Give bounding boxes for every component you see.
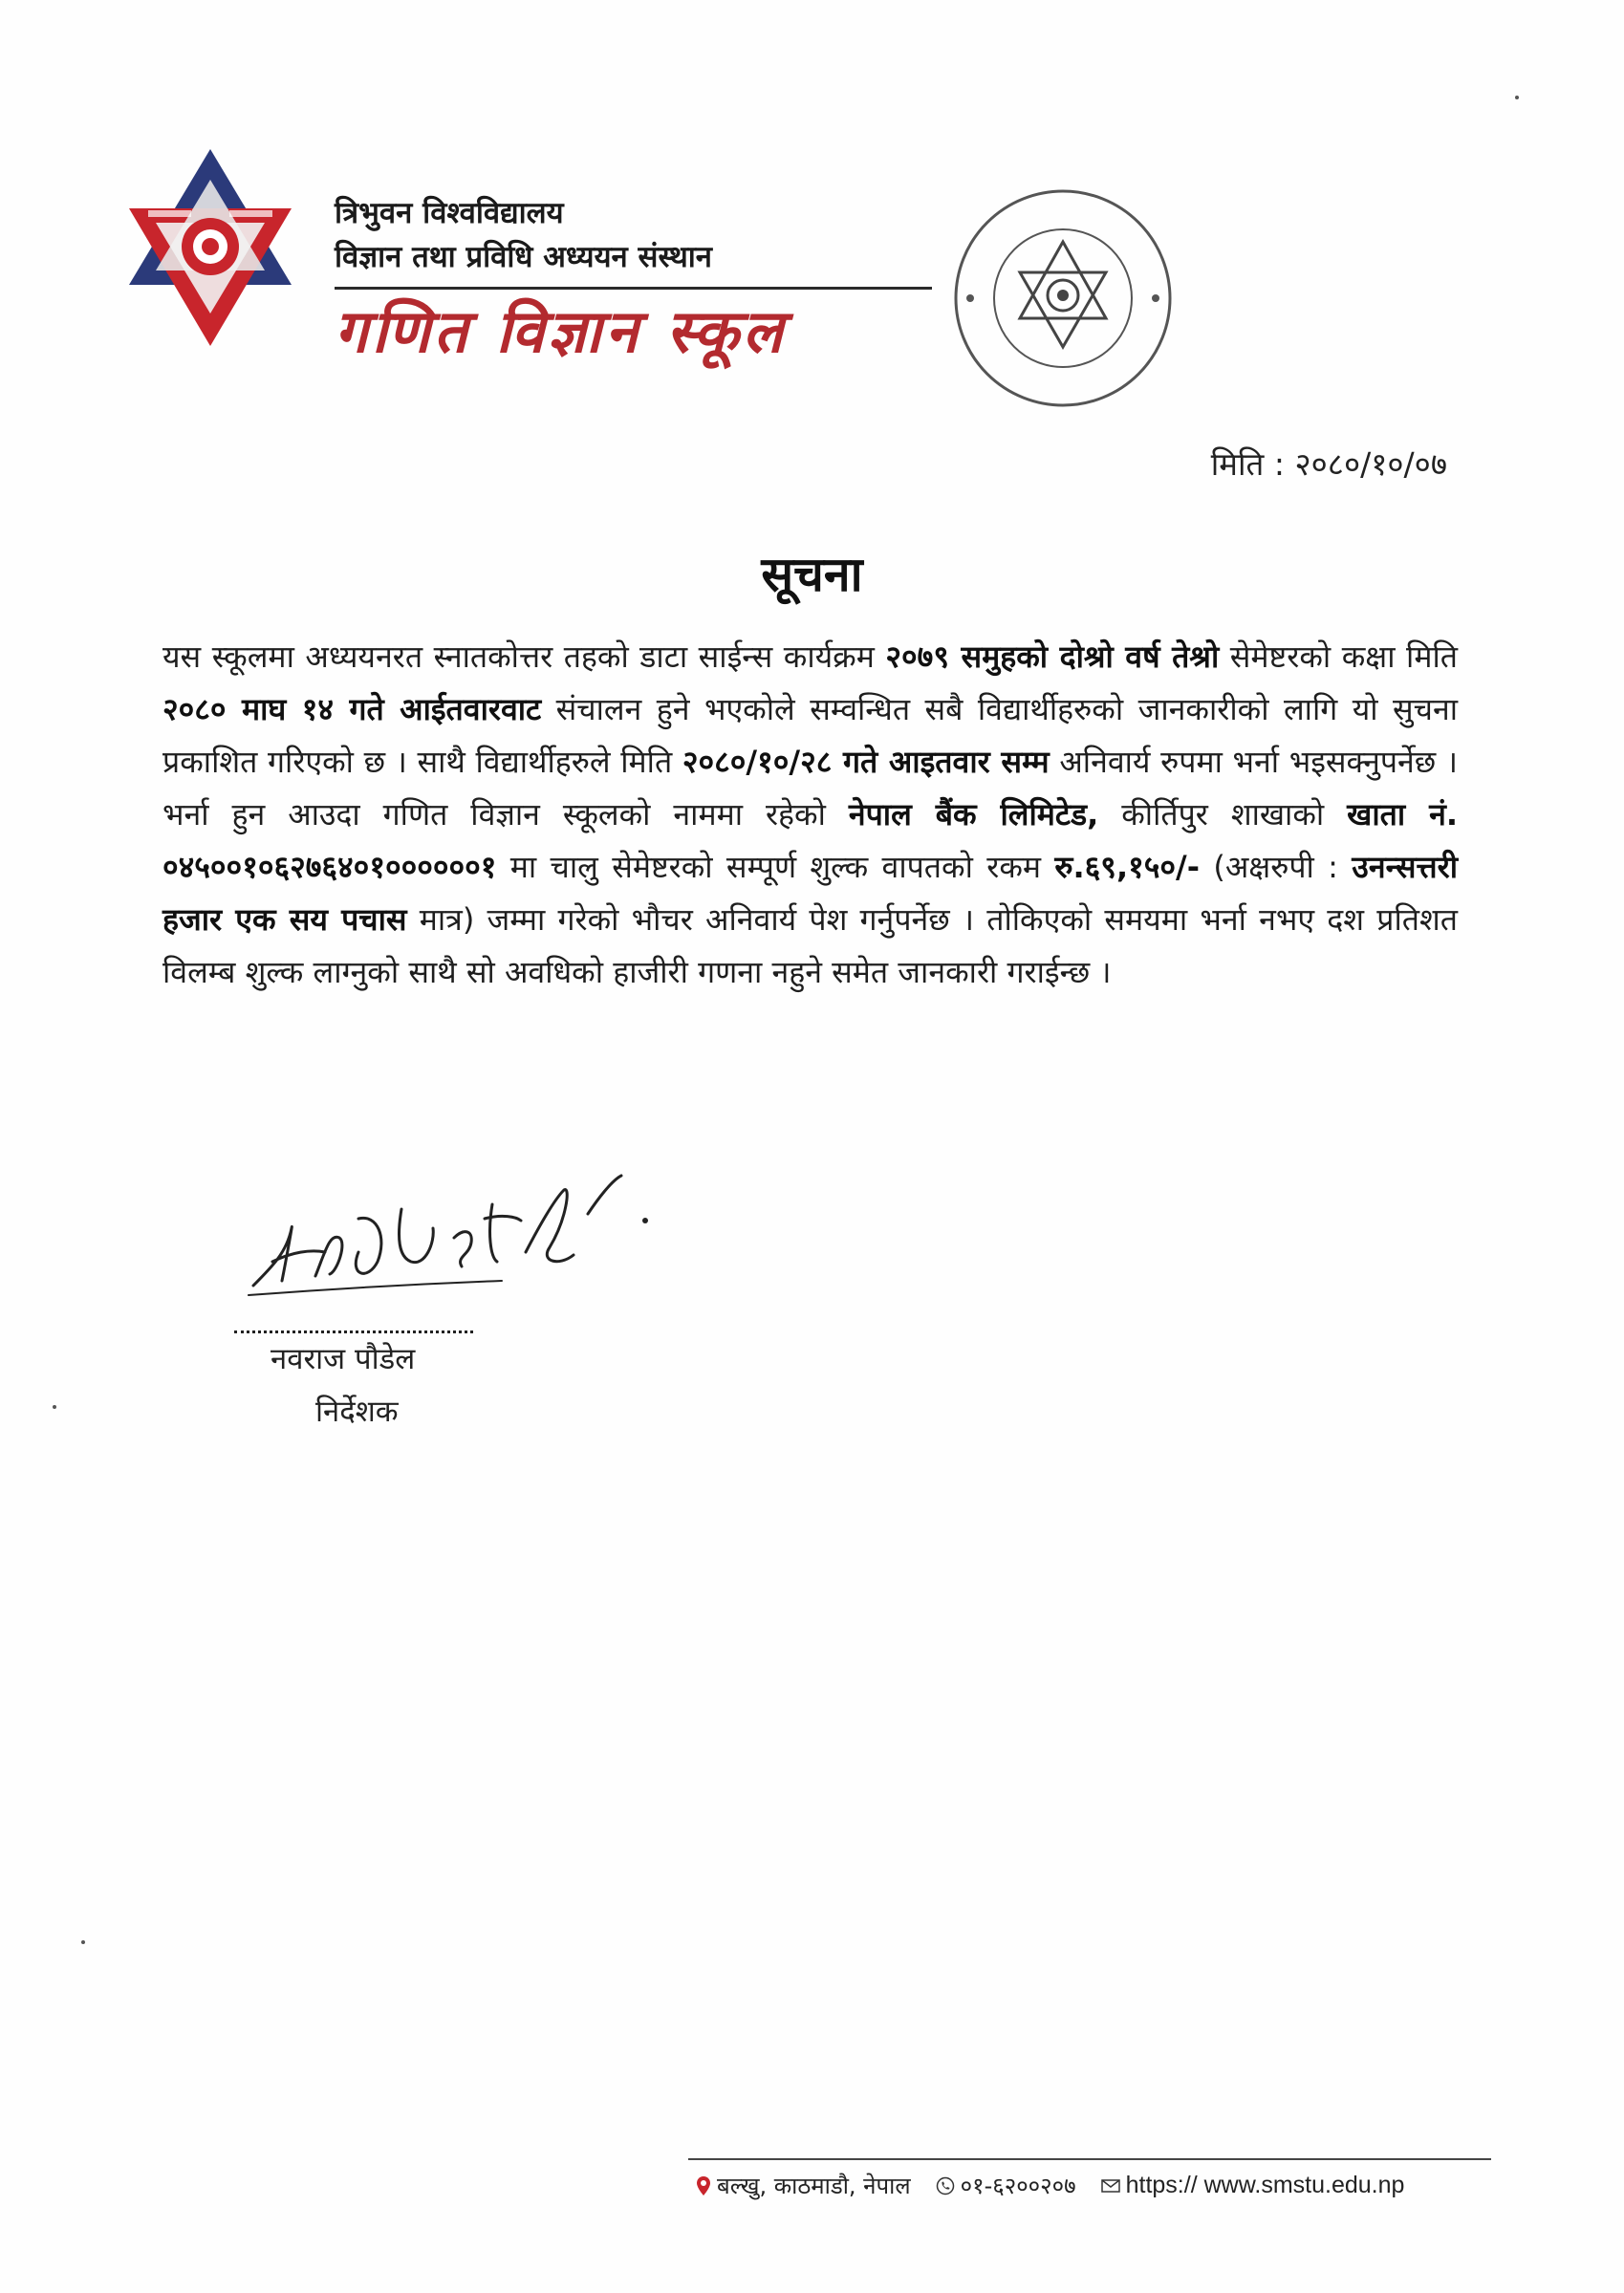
class-start-date: २०८० माघ १४ गते आईतवारवाट	[162, 691, 542, 727]
fee-amount-in-words: उनन्सत्तरी हजार एक सय पचास	[162, 849, 1459, 938]
location-pin-icon	[696, 2175, 711, 2196]
school-name: गणित विज्ञान स्कूल	[335, 296, 787, 366]
website-link[interactable]: https:// www.smstu.edu.np	[1125, 2172, 1405, 2198]
admission-deadline: २०८०/१०/२८ गते आइतवार सम्म	[682, 744, 1050, 780]
body-text-segment: सेमेष्टरको कक्षा मिति	[1219, 638, 1458, 675]
body-text-segment: संचालन हुने भएकोले सम्वन्धित सबै विद्यार्थीहरुको जानकारीको लागि यो सुचना प्रकाशित गरिएको छ । साथै विद्यार्थीहरुले मिति	[162, 691, 1459, 780]
notice-date: मिति : २०८०/१०/०७	[1210, 445, 1447, 483]
director-signature	[234, 1161, 674, 1324]
batch-info: २०७९ समुहको दोश्रो वर्ष तेश्रो	[885, 638, 1220, 675]
phone-icon	[936, 2176, 955, 2196]
body-text-segment: (अक्षरुपी :	[1200, 849, 1353, 885]
university-name: त्रिभुवन विश्वविद्यालय	[335, 196, 564, 230]
institution-header	[335, 191, 946, 370]
scan-speck	[53, 1405, 56, 1409]
notice-body	[162, 631, 1458, 999]
notice-title: सूचना	[761, 547, 863, 602]
body-text-segment: अनिवार्य रुपमा भर्ना भइसक्नुपर्नेछ । भर्ना हुन आउदा गणित विज्ञान स्कूलको नाममा रहेको	[162, 744, 1458, 833]
footer-address	[696, 2170, 911, 2201]
phone-text: ०१-६२००२०७	[960, 2173, 1076, 2199]
footer-phone	[936, 2170, 1076, 2201]
address-text: बल्खु, काठमाडौ, नेपाल	[717, 2173, 911, 2199]
school-seal-stamp	[949, 184, 1177, 412]
body-text-segment: कीर्तिपुर शाखाको	[1098, 796, 1348, 833]
footer-website	[1101, 2172, 1405, 2199]
signatory-name: नवराज पौडेल	[271, 1342, 416, 1376]
scan-speck	[81, 1940, 85, 1944]
signatory-title: निर्देशक	[315, 1395, 399, 1429]
scan-speck	[1515, 96, 1519, 99]
institute-name: विज्ञान तथा प्रविधि अध्ययन संस्थान	[335, 240, 712, 274]
header-divider	[335, 287, 932, 290]
fee-amount: रु.६९,१५०/-	[1054, 849, 1200, 885]
footer-contact	[696, 2170, 1499, 2201]
bank-name: नेपाल बैंक लिमिटेड,	[848, 796, 1099, 833]
account-number: खाता नं. ०४५००१०६२७६४०१००००००१	[162, 796, 1458, 885]
body-text-segment: मा चालु सेमेष्टरको सम्पूर्ण शुल्क वापतको रकम	[496, 849, 1055, 885]
body-text-segment: मात्र) जम्मा गरेको भौचर अनिवार्य पेश गर्नुपर्नेछ । तोकिएको समयमा भर्ना नभए दश प्रतिशत विलम्ब शुल्क लाग्नुको साथै सो अवधिको हाजीरी गणना नहुने समेत जानकारी गराईन्छ ।	[162, 901, 1458, 990]
mail-icon	[1101, 2178, 1120, 2194]
footer-divider	[688, 2158, 1491, 2160]
signature-line	[234, 1330, 473, 1333]
body-text-segment: यस स्कूलमा अध्ययनरत स्नातकोत्तर तहको डाटा साईन्स कार्यक्रम	[162, 638, 886, 675]
tribhuvan-university-logo	[119, 141, 301, 352]
